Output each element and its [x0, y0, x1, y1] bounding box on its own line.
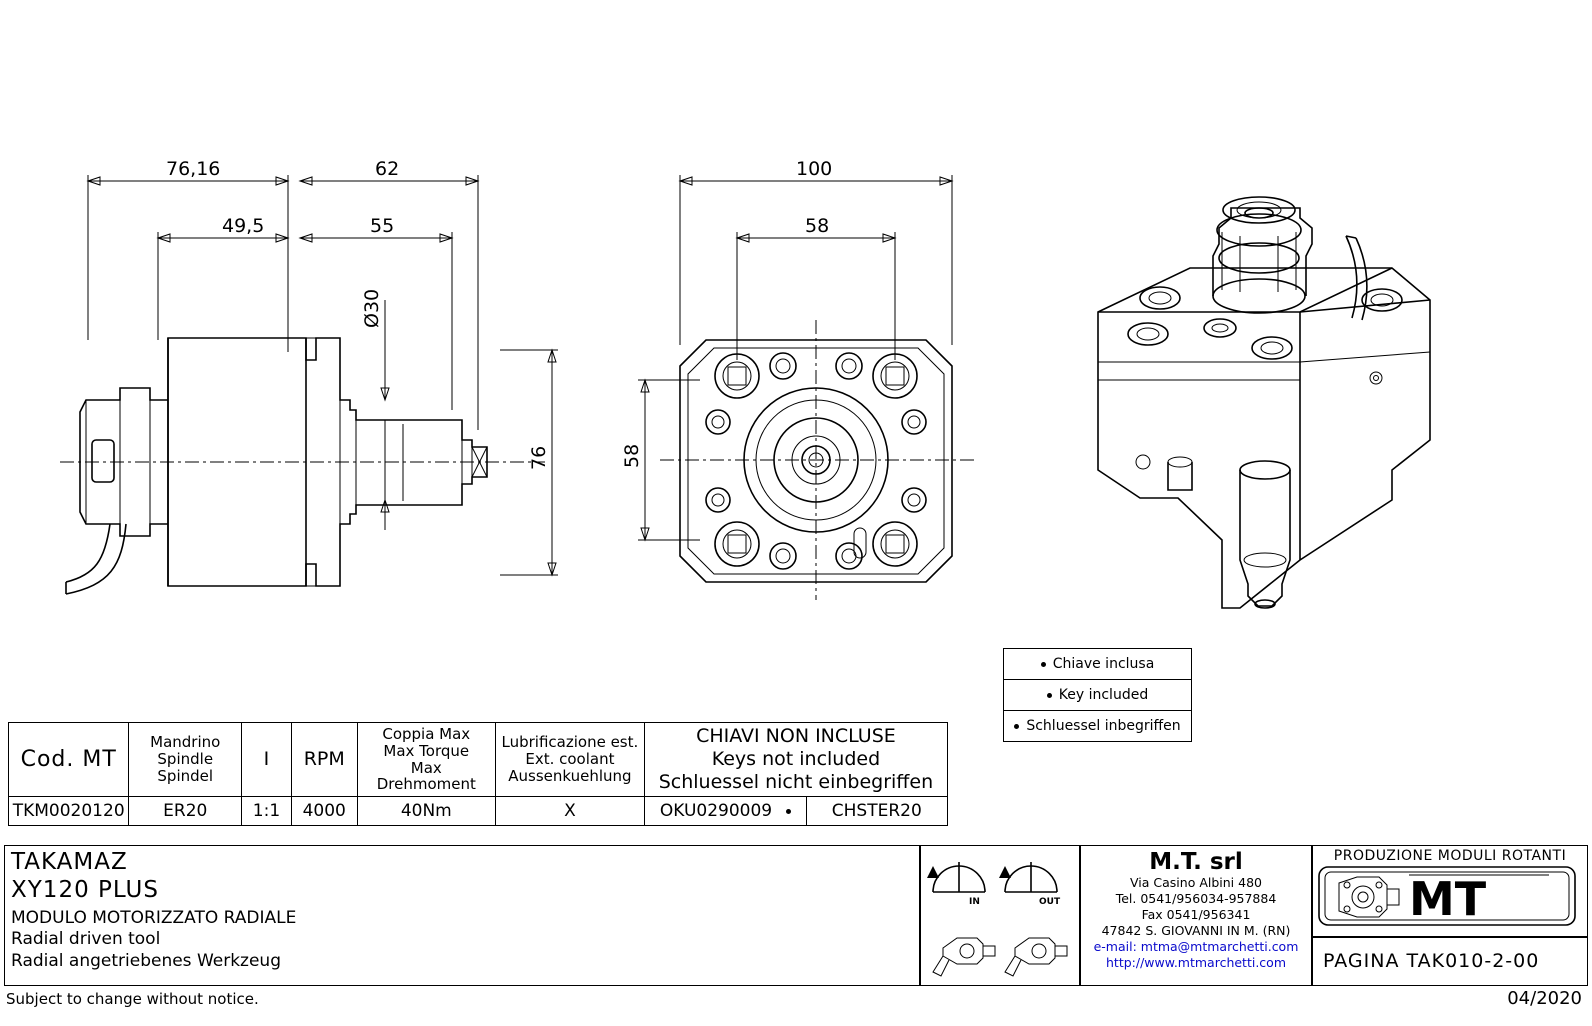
header-rpm: RPM — [291, 723, 357, 797]
logo-brand: MT — [1409, 872, 1487, 926]
cell-i: 1:1 — [242, 797, 292, 826]
label-out: OUT — [1039, 897, 1061, 907]
company-website[interactable]: http://www.mtmarchetti.com — [1106, 955, 1286, 970]
page-number: PAGINA TAK010-2-00 — [1323, 950, 1540, 972]
dim-100: 100 — [796, 158, 833, 180]
cell-key2: CHSTER20 — [806, 797, 947, 826]
cell-key1: OKU0290009 — [644, 797, 806, 826]
desc-de: Radial angetriebenes Werkzeug — [11, 950, 281, 971]
dim-62: 62 — [375, 158, 400, 180]
rotation-icons-block — [920, 845, 1080, 986]
logo-caption: PRODUZIONE MODULI ROTANTI — [1333, 848, 1567, 864]
dim-76: 76 — [528, 445, 550, 470]
machine-model: XY120 PLUS — [11, 877, 159, 904]
key-row — [1004, 680, 1192, 711]
dim-76-16: 76,16 — [166, 158, 221, 180]
dim-58-left: 58 — [621, 443, 643, 468]
header-spindle: Mandrino Spindle Spindel — [129, 723, 242, 797]
key-row-label-en: Key included — [1058, 687, 1149, 703]
company-address2: Tel. 0541/956034-957884 — [1115, 891, 1277, 906]
dim-58-top: 58 — [805, 215, 830, 237]
logo-tool-icon — [1339, 877, 1399, 917]
machine-name: TAKAMAZ — [11, 849, 128, 875]
header-torque: Coppia Max Max Torque Max Drehmoment — [357, 723, 495, 797]
dim-49-5: 49,5 — [222, 215, 265, 237]
header-keys: CHIAVI NON INCLUSE Keys not included Schluessel nicht einbegriffen — [644, 723, 947, 797]
dim-diam-30: Ø30 — [361, 288, 383, 328]
header-coolant: Lubrificazione est. Ext. coolant Aussenkuehlung — [495, 723, 644, 797]
cell-coolant: X — [495, 797, 644, 826]
logo-block — [1312, 845, 1588, 937]
side-view — [60, 175, 558, 594]
notice-text: Subject to change without notice. — [6, 990, 259, 1008]
key-row — [1004, 711, 1192, 742]
bullet-icon — [1041, 662, 1046, 667]
cell-torque: 40Nm — [357, 797, 495, 826]
cell-rpm: 4000 — [291, 797, 357, 826]
company-email[interactable]: e-mail: mtma@mtmarchetti.com — [1093, 939, 1299, 954]
spec-data-row — [9, 797, 948, 826]
company-block — [1080, 845, 1312, 986]
label-in: IN — [969, 897, 980, 907]
key-row — [1004, 649, 1192, 680]
desc-en: Radial driven tool — [11, 929, 161, 950]
front-view — [638, 175, 975, 600]
bullet-icon — [1014, 724, 1019, 729]
key-row-label-it: Chiave inclusa — [1052, 656, 1155, 672]
company-address1: Via Casino Albini 480 — [1130, 875, 1262, 890]
rotation-icons — [921, 846, 1078, 984]
bullet-icon — [786, 809, 791, 814]
cell-cod: TKM0020120 — [9, 797, 129, 826]
company-name: M.T. srl — [1149, 849, 1243, 875]
spec-header-row — [9, 723, 948, 797]
header-i: I — [242, 723, 292, 797]
company-address3: Fax 0541/956341 — [1141, 907, 1251, 922]
key-included-box — [1003, 648, 1192, 742]
key-row-label-de: Schluessel inbegriffen — [1026, 718, 1181, 734]
cell-spindle: ER20 — [129, 797, 242, 826]
spec-table — [8, 722, 948, 826]
page-block — [1312, 937, 1588, 986]
header-cod: Cod. MT — [9, 723, 129, 797]
bullet-icon — [1047, 693, 1052, 698]
company-address4: 47842 S. GIOVANNI IN M. (RN) — [1101, 923, 1291, 938]
mt-logo — [1313, 865, 1581, 929]
title-block — [4, 845, 920, 986]
desc-it: MODULO MOTORIZZATO RADIALE — [11, 908, 297, 929]
iso-view — [1098, 197, 1430, 608]
revision-date: 04/2020 — [1507, 988, 1582, 1009]
dim-55: 55 — [370, 215, 395, 237]
